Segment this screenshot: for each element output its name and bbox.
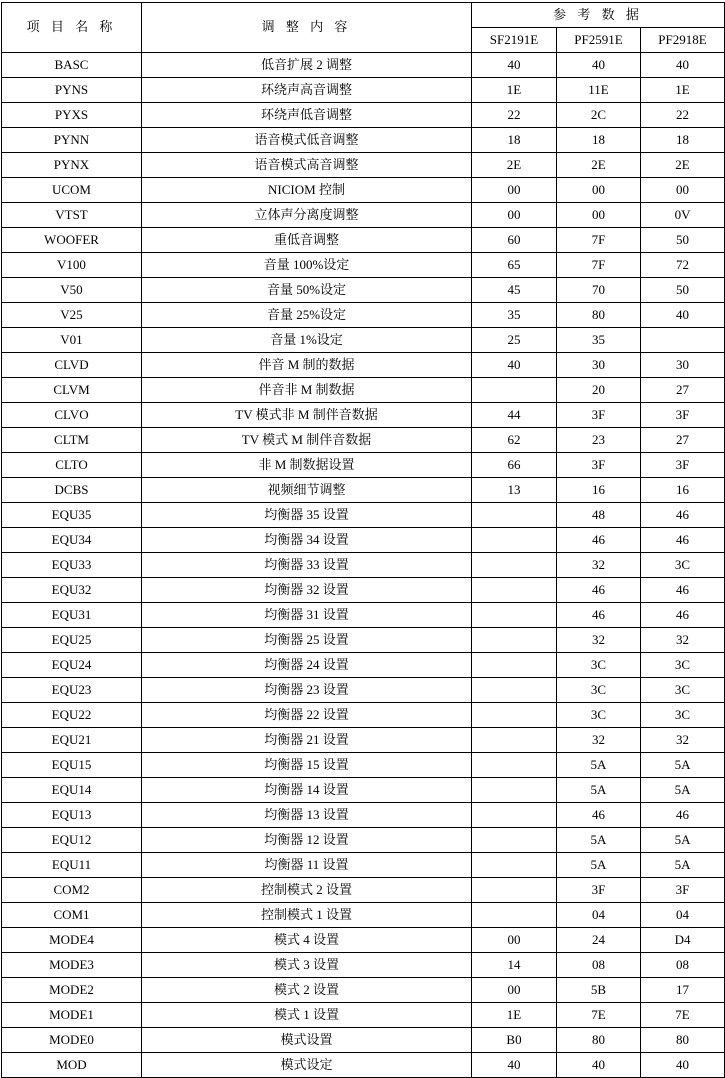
table-row (2, 953, 725, 978)
table-row (2, 828, 725, 853)
cell-value-model-1 (472, 578, 557, 603)
table-row (2, 78, 725, 103)
cell-value-model-2: 5B (557, 978, 641, 1003)
cell-value-model-2: 20 (557, 378, 641, 403)
cell-value-model-3: 17 (641, 978, 725, 1003)
cell-value-model-3: 80 (641, 1028, 725, 1053)
cell-value-model-1: 00 (472, 978, 557, 1003)
cell-item-name: EQU23 (2, 678, 142, 703)
cell-value-model-3: 2E (641, 153, 725, 178)
cell-value-model-2: 23 (557, 428, 641, 453)
cell-value-model-3: 3C (641, 703, 725, 728)
cell-value-model-3: 46 (641, 503, 725, 528)
cell-value-model-1: 22 (472, 103, 557, 128)
table-row (2, 128, 725, 153)
cell-value-model-1: 00 (472, 178, 557, 203)
cell-item-name: EQU11 (2, 853, 142, 878)
cell-value-model-2: 24 (557, 928, 641, 953)
cell-value-model-1: 45 (472, 278, 557, 303)
column-header-adjustment-content: 调 整 内 容 (142, 3, 472, 53)
cell-value-model-2: 30 (557, 353, 641, 378)
cell-value-model-2: 00 (557, 178, 641, 203)
table-row (2, 153, 725, 178)
cell-value-model-1 (472, 703, 557, 728)
cell-value-model-2: 08 (557, 953, 641, 978)
cell-value-model-2: 80 (557, 1028, 641, 1053)
cell-adjustment-content: 视频细节调整 (142, 478, 472, 503)
cell-value-model-1: 13 (472, 478, 557, 503)
cell-value-model-3: 50 (641, 278, 725, 303)
cell-value-model-1 (472, 853, 557, 878)
table-row (2, 803, 725, 828)
cell-value-model-1 (472, 378, 557, 403)
cell-adjustment-content: NICIOM 控制 (142, 178, 472, 203)
cell-adjustment-content: 模式设置 (142, 1028, 472, 1053)
cell-adjustment-content: 音量 1%设定 (142, 328, 472, 353)
cell-item-name: CLVO (2, 403, 142, 428)
cell-item-name: V50 (2, 278, 142, 303)
cell-value-model-2: 04 (557, 903, 641, 928)
cell-value-model-2: 46 (557, 528, 641, 553)
table-body (2, 53, 725, 1078)
table-row (2, 878, 725, 903)
cell-adjustment-content: 均衡器 33 设置 (142, 553, 472, 578)
table-row (2, 378, 725, 403)
cell-adjustment-content: 伴音非 M 制数据 (142, 378, 472, 403)
cell-value-model-1: B0 (472, 1028, 557, 1053)
cell-adjustment-content: 均衡器 23 设置 (142, 678, 472, 703)
cell-value-model-1: 2E (472, 153, 557, 178)
cell-adjustment-content: 模式 4 设置 (142, 928, 472, 953)
cell-value-model-3: 50 (641, 228, 725, 253)
cell-value-model-2: 46 (557, 803, 641, 828)
cell-item-name: EQU25 (2, 628, 142, 653)
cell-adjustment-content: 语音模式高音调整 (142, 153, 472, 178)
cell-value-model-1 (472, 603, 557, 628)
cell-value-model-3: 27 (641, 378, 725, 403)
cell-item-name: PYXS (2, 103, 142, 128)
cell-value-model-1 (472, 878, 557, 903)
cell-value-model-3 (641, 328, 725, 353)
cell-value-model-3: 32 (641, 628, 725, 653)
cell-adjustment-content: 伴音 M 制的数据 (142, 353, 472, 378)
cell-value-model-2: 3F (557, 403, 641, 428)
cell-value-model-2: 00 (557, 203, 641, 228)
cell-item-name: PYNS (2, 78, 142, 103)
cell-value-model-1: 40 (472, 353, 557, 378)
cell-adjustment-content: 控制模式 2 设置 (142, 878, 472, 903)
cell-adjustment-content: 音量 25%设定 (142, 303, 472, 328)
cell-adjustment-content: 均衡器 15 设置 (142, 753, 472, 778)
cell-value-model-3: 40 (641, 1053, 725, 1078)
cell-value-model-3: 72 (641, 253, 725, 278)
cell-adjustment-content: 非 M 制数据设置 (142, 453, 472, 478)
cell-value-model-2: 32 (557, 728, 641, 753)
cell-value-model-2: 46 (557, 578, 641, 603)
cell-value-model-2: 70 (557, 278, 641, 303)
cell-item-name: EQU24 (2, 653, 142, 678)
table-row (2, 978, 725, 1003)
cell-value-model-2: 40 (557, 53, 641, 78)
cell-value-model-2: 11E (557, 78, 641, 103)
cell-value-model-3: 3F (641, 403, 725, 428)
cell-value-model-1 (472, 678, 557, 703)
cell-adjustment-content: TV 模式非 M 制伴音数据 (142, 403, 472, 428)
cell-value-model-3: 3C (641, 553, 725, 578)
cell-item-name: PYNX (2, 153, 142, 178)
cell-value-model-2: 46 (557, 603, 641, 628)
cell-value-model-2: 48 (557, 503, 641, 528)
cell-item-name: CLTO (2, 453, 142, 478)
table-row (2, 478, 725, 503)
cell-value-model-3: D4 (641, 928, 725, 953)
cell-value-model-1 (472, 828, 557, 853)
table-row (2, 603, 725, 628)
cell-value-model-3: 7E (641, 1003, 725, 1028)
cell-value-model-3: 46 (641, 803, 725, 828)
cell-item-name: CLVD (2, 353, 142, 378)
cell-value-model-2: 2C (557, 103, 641, 128)
table-row (2, 428, 725, 453)
table-row (2, 728, 725, 753)
cell-adjustment-content: 均衡器 13 设置 (142, 803, 472, 828)
cell-adjustment-content: 环绕声低音调整 (142, 103, 472, 128)
table-row (2, 678, 725, 703)
cell-item-name: EQU13 (2, 803, 142, 828)
cell-adjustment-content: TV 模式 M 制伴音数据 (142, 428, 472, 453)
table-row (2, 553, 725, 578)
cell-item-name: EQU32 (2, 578, 142, 603)
cell-value-model-2: 7E (557, 1003, 641, 1028)
table-row (2, 53, 725, 78)
cell-adjustment-content: 均衡器 14 设置 (142, 778, 472, 803)
cell-value-model-2: 35 (557, 328, 641, 353)
cell-item-name: MODE1 (2, 1003, 142, 1028)
cell-value-model-2: 5A (557, 753, 641, 778)
cell-value-model-1: 00 (472, 203, 557, 228)
table-row (2, 353, 725, 378)
table-row (2, 903, 725, 928)
cell-value-model-2: 32 (557, 628, 641, 653)
cell-item-name: WOOFER (2, 228, 142, 253)
cell-value-model-3: 16 (641, 478, 725, 503)
cell-value-model-1: 62 (472, 428, 557, 453)
cell-value-model-1: 35 (472, 303, 557, 328)
cell-item-name: EQU22 (2, 703, 142, 728)
table-row (2, 253, 725, 278)
cell-item-name: DCBS (2, 478, 142, 503)
cell-value-model-3: 32 (641, 728, 725, 753)
cell-value-model-3: 1E (641, 78, 725, 103)
cell-adjustment-content: 低音扩展 2 调整 (142, 53, 472, 78)
table-row (2, 328, 725, 353)
cell-adjustment-content: 音量 50%设定 (142, 278, 472, 303)
cell-value-model-3: 3C (641, 653, 725, 678)
cell-value-model-1 (472, 903, 557, 928)
cell-value-model-3: 3F (641, 878, 725, 903)
cell-value-model-2: 2E (557, 153, 641, 178)
cell-value-model-3: 27 (641, 428, 725, 453)
cell-value-model-3: 3F (641, 453, 725, 478)
table-row (2, 778, 725, 803)
cell-adjustment-content: 均衡器 32 设置 (142, 578, 472, 603)
cell-adjustment-content: 均衡器 25 设置 (142, 628, 472, 653)
cell-item-name: EQU21 (2, 728, 142, 753)
cell-item-name: EQU31 (2, 603, 142, 628)
cell-value-model-3: 40 (641, 53, 725, 78)
cell-value-model-3: 46 (641, 528, 725, 553)
cell-adjustment-content: 音量 100%设定 (142, 253, 472, 278)
cell-value-model-3: 5A (641, 778, 725, 803)
cell-item-name: V25 (2, 303, 142, 328)
cell-adjustment-content: 均衡器 35 设置 (142, 503, 472, 528)
table-row (2, 228, 725, 253)
cell-value-model-2: 3C (557, 703, 641, 728)
cell-value-model-3: 0V (641, 203, 725, 228)
cell-value-model-2: 5A (557, 828, 641, 853)
cell-adjustment-content: 均衡器 12 设置 (142, 828, 472, 853)
cell-value-model-1 (472, 728, 557, 753)
table-row (2, 303, 725, 328)
cell-adjustment-content: 均衡器 34 设置 (142, 528, 472, 553)
table-row (2, 1053, 725, 1078)
cell-item-name: EQU33 (2, 553, 142, 578)
column-header-model-2: PF2591E (557, 28, 641, 53)
cell-value-model-2: 5A (557, 853, 641, 878)
cell-value-model-1 (472, 753, 557, 778)
cell-value-model-1: 40 (472, 53, 557, 78)
cell-adjustment-content: 环绕声高音调整 (142, 78, 472, 103)
cell-value-model-3: 22 (641, 103, 725, 128)
cell-value-model-3: 5A (641, 853, 725, 878)
table-row (2, 403, 725, 428)
cell-item-name: EQU35 (2, 503, 142, 528)
cell-adjustment-content: 均衡器 31 设置 (142, 603, 472, 628)
cell-value-model-3: 46 (641, 578, 725, 603)
cell-value-model-3: 5A (641, 753, 725, 778)
cell-value-model-3: 30 (641, 353, 725, 378)
cell-value-model-3: 18 (641, 128, 725, 153)
cell-item-name: EQU14 (2, 778, 142, 803)
cell-value-model-3: 08 (641, 953, 725, 978)
cell-adjustment-content: 重低音调整 (142, 228, 472, 253)
cell-value-model-1: 65 (472, 253, 557, 278)
cell-value-model-1: 14 (472, 953, 557, 978)
cell-item-name: EQU34 (2, 528, 142, 553)
cell-value-model-1 (472, 553, 557, 578)
cell-item-name: BASC (2, 53, 142, 78)
adjustment-data-table (1, 2, 725, 1078)
cell-adjustment-content: 语音模式低音调整 (142, 128, 472, 153)
table-row (2, 503, 725, 528)
column-header-model-3: PF2918E (641, 28, 725, 53)
table-row (2, 528, 725, 553)
cell-item-name: UCOM (2, 178, 142, 203)
cell-item-name: MODE3 (2, 953, 142, 978)
cell-value-model-2: 16 (557, 478, 641, 503)
table-row (2, 628, 725, 653)
cell-item-name: VTST (2, 203, 142, 228)
cell-item-name: EQU15 (2, 753, 142, 778)
cell-value-model-1: 25 (472, 328, 557, 353)
cell-value-model-2: 3F (557, 878, 641, 903)
cell-value-model-1 (472, 503, 557, 528)
cell-value-model-2: 3C (557, 653, 641, 678)
cell-value-model-1: 1E (472, 1003, 557, 1028)
cell-value-model-1: 44 (472, 403, 557, 428)
cell-adjustment-content: 模式 3 设置 (142, 953, 472, 978)
column-header-reference-data: 参 考 数 据 (472, 3, 725, 28)
table-row (2, 103, 725, 128)
table-row (2, 578, 725, 603)
table-row (2, 203, 725, 228)
cell-value-model-2: 32 (557, 553, 641, 578)
cell-value-model-1 (472, 528, 557, 553)
cell-value-model-2: 7F (557, 228, 641, 253)
table-row (2, 753, 725, 778)
cell-value-model-2: 80 (557, 303, 641, 328)
cell-item-name: COM1 (2, 903, 142, 928)
table-row (2, 1003, 725, 1028)
table-row (2, 653, 725, 678)
cell-value-model-1: 60 (472, 228, 557, 253)
table-row (2, 178, 725, 203)
cell-value-model-1 (472, 803, 557, 828)
cell-value-model-2: 7F (557, 253, 641, 278)
cell-item-name: EQU12 (2, 828, 142, 853)
column-header-item-name: 项 目 名 称 (2, 3, 142, 53)
cell-item-name: V01 (2, 328, 142, 353)
cell-adjustment-content: 均衡器 11 设置 (142, 853, 472, 878)
cell-value-model-2: 40 (557, 1053, 641, 1078)
cell-item-name: PYNN (2, 128, 142, 153)
cell-item-name: CLVM (2, 378, 142, 403)
cell-item-name: MODE4 (2, 928, 142, 953)
cell-value-model-3: 00 (641, 178, 725, 203)
cell-value-model-1 (472, 653, 557, 678)
cell-value-model-1 (472, 628, 557, 653)
cell-item-name: MODE0 (2, 1028, 142, 1053)
table-row (2, 453, 725, 478)
table-row (2, 278, 725, 303)
cell-value-model-1: 66 (472, 453, 557, 478)
cell-value-model-2: 3C (557, 678, 641, 703)
table-header (2, 3, 725, 53)
cell-value-model-1 (472, 778, 557, 803)
cell-adjustment-content: 模式 1 设置 (142, 1003, 472, 1028)
cell-value-model-3: 5A (641, 828, 725, 853)
cell-value-model-1: 00 (472, 928, 557, 953)
cell-adjustment-content: 均衡器 24 设置 (142, 653, 472, 678)
table-header-row-1 (2, 3, 725, 28)
cell-value-model-3: 40 (641, 303, 725, 328)
cell-adjustment-content: 均衡器 22 设置 (142, 703, 472, 728)
cell-adjustment-content: 均衡器 21 设置 (142, 728, 472, 753)
cell-adjustment-content: 模式设定 (142, 1053, 472, 1078)
cell-value-model-2: 18 (557, 128, 641, 153)
table-row (2, 703, 725, 728)
cell-adjustment-content: 立体声分离度调整 (142, 203, 472, 228)
cell-value-model-3: 3C (641, 678, 725, 703)
cell-value-model-1: 18 (472, 128, 557, 153)
cell-item-name: COM2 (2, 878, 142, 903)
table-row (2, 853, 725, 878)
table-row (2, 1028, 725, 1053)
cell-value-model-2: 3F (557, 453, 641, 478)
cell-item-name: MODE2 (2, 978, 142, 1003)
cell-value-model-1: 40 (472, 1053, 557, 1078)
column-header-model-1: SF2191E (472, 28, 557, 53)
cell-adjustment-content: 控制模式 1 设置 (142, 903, 472, 928)
table-row (2, 928, 725, 953)
cell-value-model-1: 1E (472, 78, 557, 103)
cell-value-model-3: 46 (641, 603, 725, 628)
cell-value-model-3: 04 (641, 903, 725, 928)
cell-item-name: CLTM (2, 428, 142, 453)
cell-item-name: V100 (2, 253, 142, 278)
cell-item-name: MOD (2, 1053, 142, 1078)
cell-adjustment-content: 模式 2 设置 (142, 978, 472, 1003)
cell-value-model-2: 5A (557, 778, 641, 803)
